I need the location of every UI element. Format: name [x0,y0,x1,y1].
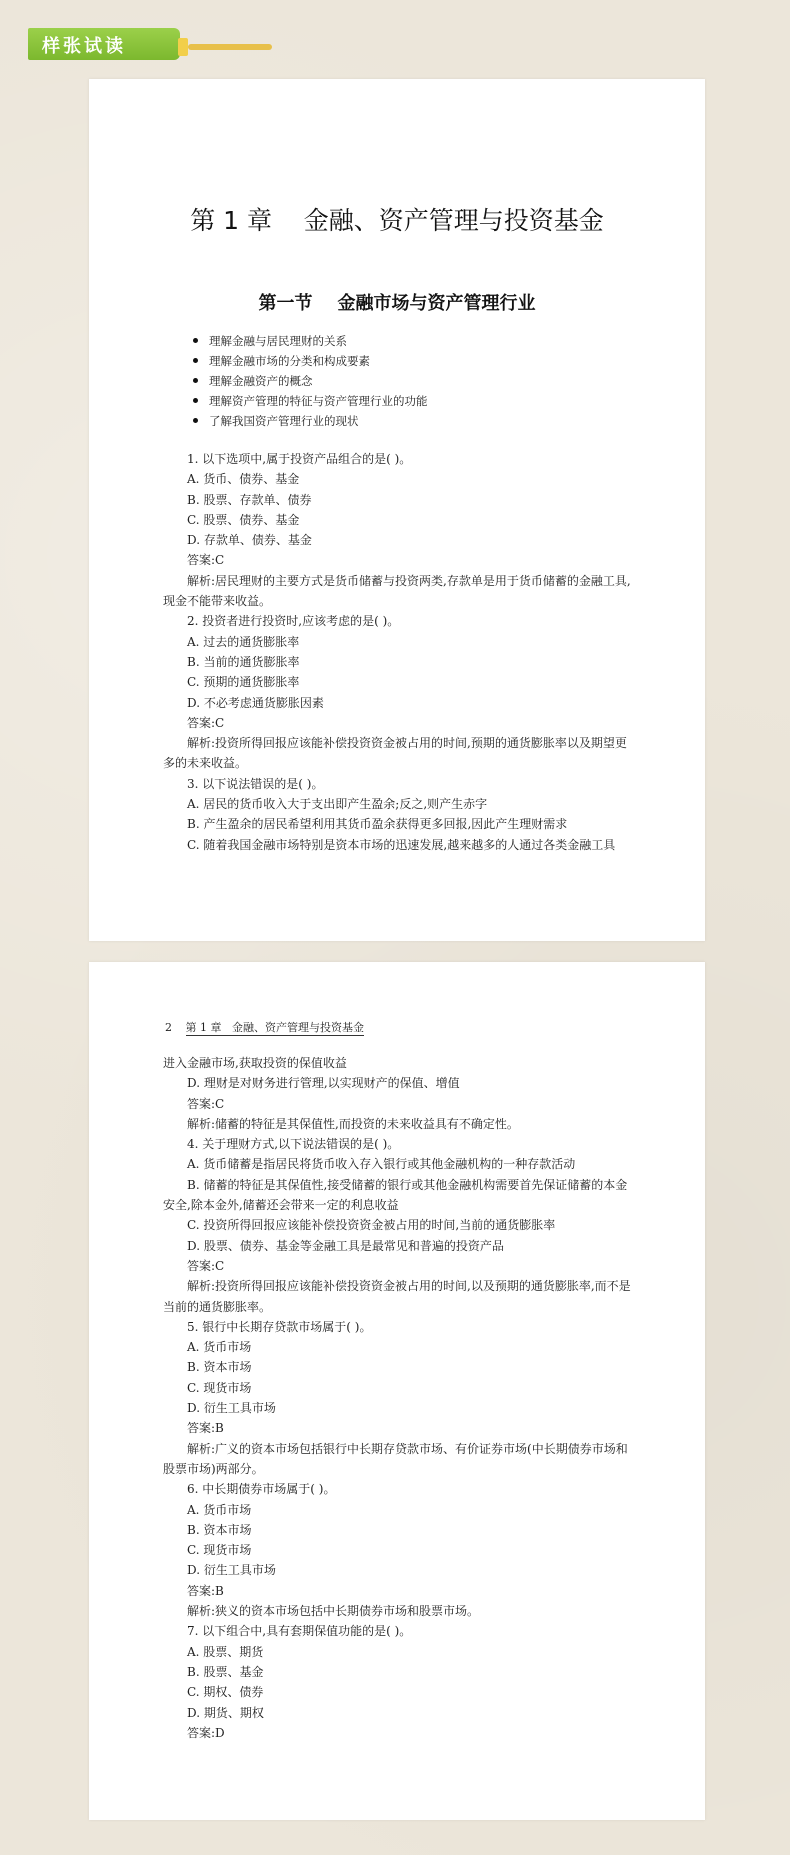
sample-reading-banner [28,28,188,60]
answer-option: D. 不必考虑通货膨胀因素 [187,695,324,710]
book-page-1 [89,79,705,941]
answer-option: D. 衍生工具市场 [187,1401,276,1416]
explanation: 解析:狭义的资本市场包括中长期债券市场和股票市场。 [187,1604,480,1619]
answer-key: 答案:C [187,1258,225,1273]
answer-option: B. 当前的通货膨胀率 [187,654,300,669]
explanation: 解析:广义的资本市场包括银行中长期存贷款市场、有价证券市场(中长期债券市场和股票市场)两部分。 [163,1441,628,1476]
objective-item: 理解金融市场的分类和构成要素 [193,351,428,371]
question-stem: 6. 中长期债券市场属于( )。 [187,1482,336,1497]
answer-option: B. 产生盈余的居民希望利用其货币盈余获得更多回报,因此产生理财需求 [187,817,568,832]
answer-option: A. 货币储蓄是指居民将货币收入存入银行或其他金融机构的一种存款活动 [187,1157,576,1172]
running-head [165,1019,364,1035]
answer-option: A. 货币市场 [187,1502,252,1517]
learning-objectives [193,331,428,431]
answer-option: C. 随着我国金融市场特别是资本市场的迅速发展,越来越多的人通过各类金融工具 [187,837,616,852]
running-title: 第 1 章 金融、资产管理与投资基金 [185,1021,364,1034]
answer-option: C. 现货市场 [187,1543,252,1558]
answer-option: A. 货币市场 [187,1340,252,1355]
objective-item: 理解金融资产的概念 [193,371,428,391]
book-page-2 [89,962,705,1820]
question-stem: 5. 银行中长期存贷款市场属于( )。 [187,1319,372,1334]
answer-option: A. 货币、债券、基金 [187,472,300,487]
paint-roller-icon [178,38,188,56]
page-number: 2 [165,1021,172,1034]
answer-option: B. 资本市场 [187,1522,252,1537]
question-stem: 2. 投资者进行投资时,应该考虑的是( )。 [187,614,400,629]
answer-key: 答案:B [187,1421,224,1436]
objective-item: 了解我国资产管理行业的现状 [193,411,428,431]
section-title: 第一节 金融市场与资产管理行业 [258,293,536,314]
answer-option: D. 期货、期权 [187,1705,264,1720]
question-stem: 7. 以下组合中,具有套期保值功能的是( )。 [187,1624,412,1639]
answer-key: 答案:C [187,553,225,568]
question-text [163,449,633,855]
answer-option: B. 股票、基金 [187,1664,264,1679]
answer-option: D. 理财是对财务进行管理,以实现财产的保值、增值 [187,1076,460,1091]
answer-option: B. 储蓄的特征是其保值性,接受储蓄的银行或其他金融机构需要首先保证储蓄的本金安全,除本金外,储蓄还会带来一定的利息收益 [163,1177,628,1213]
answer-option: A. 过去的通货膨胀率 [187,634,300,649]
answer-option: D. 存款单、债券、基金 [187,533,312,548]
answer-option: B. 资本市场 [187,1360,252,1375]
paint-roller-handle-icon [188,44,272,50]
answer-option: A. 居民的货币收入大于支出即产生盈余;反之,则产生赤字 [187,797,488,812]
explanation: 解析:居民理财的主要方式是货币储蓄与投资两类,存款单是用于货币储蓄的金融工具,现金不能带来收益。 [163,573,631,609]
answer-option: B. 股票、存款单、债券 [187,492,312,507]
answer-option: C. 投资所得回报应该能补偿投资资金被占用的时间,当前的通货膨胀率 [187,1218,556,1233]
explanation: 解析:投资所得回报应该能补偿投资资金被占用的时间,以及预期的通货膨胀率,而不是当前的通货膨胀率。 [163,1279,631,1314]
question-stem: 1. 以下选项中,属于投资产品组合的是( )。 [187,452,412,466]
answer-key: 答案:D [187,1725,225,1740]
answer-option: D. 衍生工具市场 [187,1563,276,1578]
answer-key: 答案:C [187,715,225,730]
question-stem: 4. 关于理财方式,以下说法错误的是( )。 [187,1137,400,1152]
objective-item: 理解资产管理的特征与资产管理行业的功能 [193,391,428,411]
answer-option: C. 股票、债券、基金 [187,512,300,527]
explanation: 解析:储蓄的特征是其保值性,而投资的未来收益具有不确定性。 [187,1116,519,1131]
question-text [163,1053,633,1743]
answer-key: 答案:B [187,1583,224,1598]
banner-label: 样张试读 [42,36,126,57]
answer-option: C. 预期的通货膨胀率 [187,675,300,690]
answer-option: C. 现货市场 [187,1380,252,1395]
chapter-title: 第 1 章 金融、资产管理与投资基金 [190,206,604,235]
question-stem: 3. 以下说法错误的是( )。 [187,776,324,791]
explanation: 解析:投资所得回报应该能补偿投资资金被占用的时间,预期的通货膨胀率以及期望更多的未来收益。 [163,736,627,771]
continued-text: 进入金融市场,获取投资的保值收益 [163,1056,347,1070]
answer-key: 答案:C [187,1096,225,1111]
answer-option: D. 股票、债券、基金等金融工具是最常见和普遍的投资产品 [187,1238,504,1253]
answer-option: A. 股票、期货 [187,1644,264,1659]
objective-item: 理解金融与居民理财的关系 [193,331,428,351]
answer-option: C. 期权、债券 [187,1685,264,1700]
